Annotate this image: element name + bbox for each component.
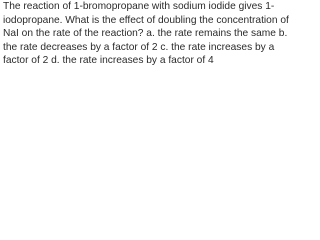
- question-line-5: factor of 2 d. the rate increases by a factor of 4: [3, 55, 214, 67]
- question-line-4: the rate decreases by a factor of 2 c. the rate increases by a: [3, 41, 275, 53]
- question-line-2: iodopropane. What is the effect of doubling the concentration of: [3, 14, 289, 26]
- question-text: [3, 0, 289, 69]
- question-line-3: NaI on the rate of the reaction? a. the rate remains the same b.: [3, 28, 288, 40]
- question-line-1: The reaction of 1-bromopropane with sodium iodide gives 1-: [3, 1, 275, 12]
